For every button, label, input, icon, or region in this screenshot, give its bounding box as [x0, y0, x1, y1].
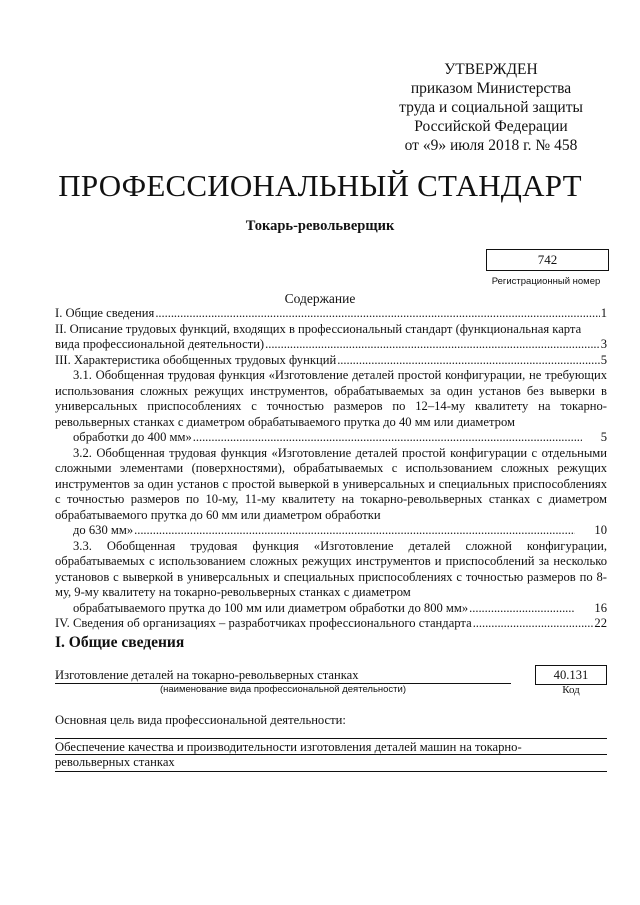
table-of-contents: [55, 306, 607, 632]
toc-entry-section-4[interactable]: [55, 616, 607, 632]
toc-entry-text: 3.3. Обобщенная трудовая функция «Изготовление деталей сложной конфигурации, обрабатываемых с использованием сложных режущих инструментов и приспособлений за несколько установов с выверкой в универсальных и специальных приспособлениях с точностью размеров по 8-му, 9-му квалитету на токарно-револьверных станках с диаметром: [55, 538, 607, 599]
toc-entry-3-1[interactable]: [55, 368, 607, 446]
toc-entry-section-3[interactable]: [55, 353, 607, 369]
toc-entry-title: обрабатываемого прутка до 100 мм или диаметром обработки до 800 мм»: [73, 600, 469, 615]
toc-leader-dots: [265, 337, 600, 353]
document-title: ПРОФЕССИОНАЛЬНЫЙ СТАНДАРТ: [58, 168, 582, 203]
toc-title: Содержание: [284, 291, 356, 306]
toc-leader-dots: [469, 601, 575, 617]
toc-page-number: 16: [594, 600, 607, 615]
toc-entry-title: III. Характеристика обобщенных трудовых функций: [55, 352, 337, 367]
toc-entry-title: вида профессиональной деятельности): [55, 337, 265, 351]
toc-leader-dots: [134, 523, 575, 539]
registration-number-box: 742: [486, 249, 609, 271]
approval-line: труда и социальной защиты: [399, 99, 583, 116]
approval-line: Российской Федерации: [414, 118, 568, 135]
toc-leader-dots: [193, 430, 582, 446]
toc-page-number: 3: [600, 337, 607, 351]
toc-entry-text: 3.1. Обобщенная трудовая функция «Изготовление деталей простой конфигурации, не требующих использования сложных режущих инструментов, обрабатываемых за один установ без выверки в универсальных приспособлениях с точностью размеров по 12–14-му квалитету на токарно-револьверных станках с диаметром обрабатываемого прутка до 40 мм или диаметром: [55, 368, 607, 429]
toc-leader-dots: [473, 616, 594, 632]
toc-page-number: 10: [594, 523, 607, 537]
activity-name-caption: (наименование вида профессиональной деятельности): [159, 684, 407, 695]
toc-entry-title: I. Общие сведения: [55, 306, 155, 320]
goal-label: Основная цель вида профессиональной деятельности:: [55, 713, 346, 727]
approval-line: от «9» июля 2018 г. № 458: [404, 137, 578, 154]
profession-name: Токарь-револьверщик: [245, 218, 395, 234]
toc-entry-title: до 630 мм»: [73, 523, 134, 537]
toc-page-number: 5: [600, 430, 607, 444]
activity-name-field: Изготовление деталей на токарно-револьверных станках: [55, 667, 511, 684]
approval-line: приказом Министерства: [410, 80, 572, 97]
approval-block: [376, 60, 606, 155]
section-heading: I. Общие сведения: [55, 634, 185, 651]
toc-page-number: 5: [600, 352, 607, 367]
approval-line: УТВЕРЖДЕН: [444, 61, 538, 78]
goal-text: Обеспечение качества и производительности изготовления деталей машин на токарно-револьверных станках: [55, 740, 522, 769]
toc-leader-dots: [337, 353, 600, 369]
toc-entry-section-1[interactable]: [55, 306, 607, 322]
toc-entry-3-3[interactable]: [55, 539, 607, 617]
toc-entry-3-2[interactable]: [55, 446, 607, 539]
toc-entry-text: II. Описание трудовых функций, входящих в профессиональный стандарт (функциональная карта: [55, 321, 582, 336]
activity-code-box: 40.131: [535, 665, 607, 685]
activity-code-label: Код: [562, 684, 580, 696]
toc-entry-title: IV. Сведения об организациях – разработчиках профессионального стандарта: [55, 616, 472, 630]
registration-number-label: Регистрационный номер: [491, 276, 601, 287]
toc-page-number: 22: [594, 616, 607, 630]
goal-box: [55, 738, 607, 772]
toc-entry-text: 3.2. Обобщенная трудовая функция «Изготовление деталей простой конфигурации с отдельными сложными элементами (поверхностями), обрабатываемых с использованием сложных режущих инструментов за один установ с простой выверкой в универсальных и специальных приспособлениях с точностью размеров по 10-му, 11-му квалитету на токарно-револьверных станках с диаметром обрабатываемого прутка до 60 мм или диаметром обработки: [55, 445, 607, 522]
toc-entry-title: обработки до 400 мм»: [73, 430, 192, 444]
toc-page-number: 1: [600, 306, 607, 320]
toc-leader-dots: [155, 306, 599, 322]
toc-entry-section-2[interactable]: [55, 322, 607, 353]
